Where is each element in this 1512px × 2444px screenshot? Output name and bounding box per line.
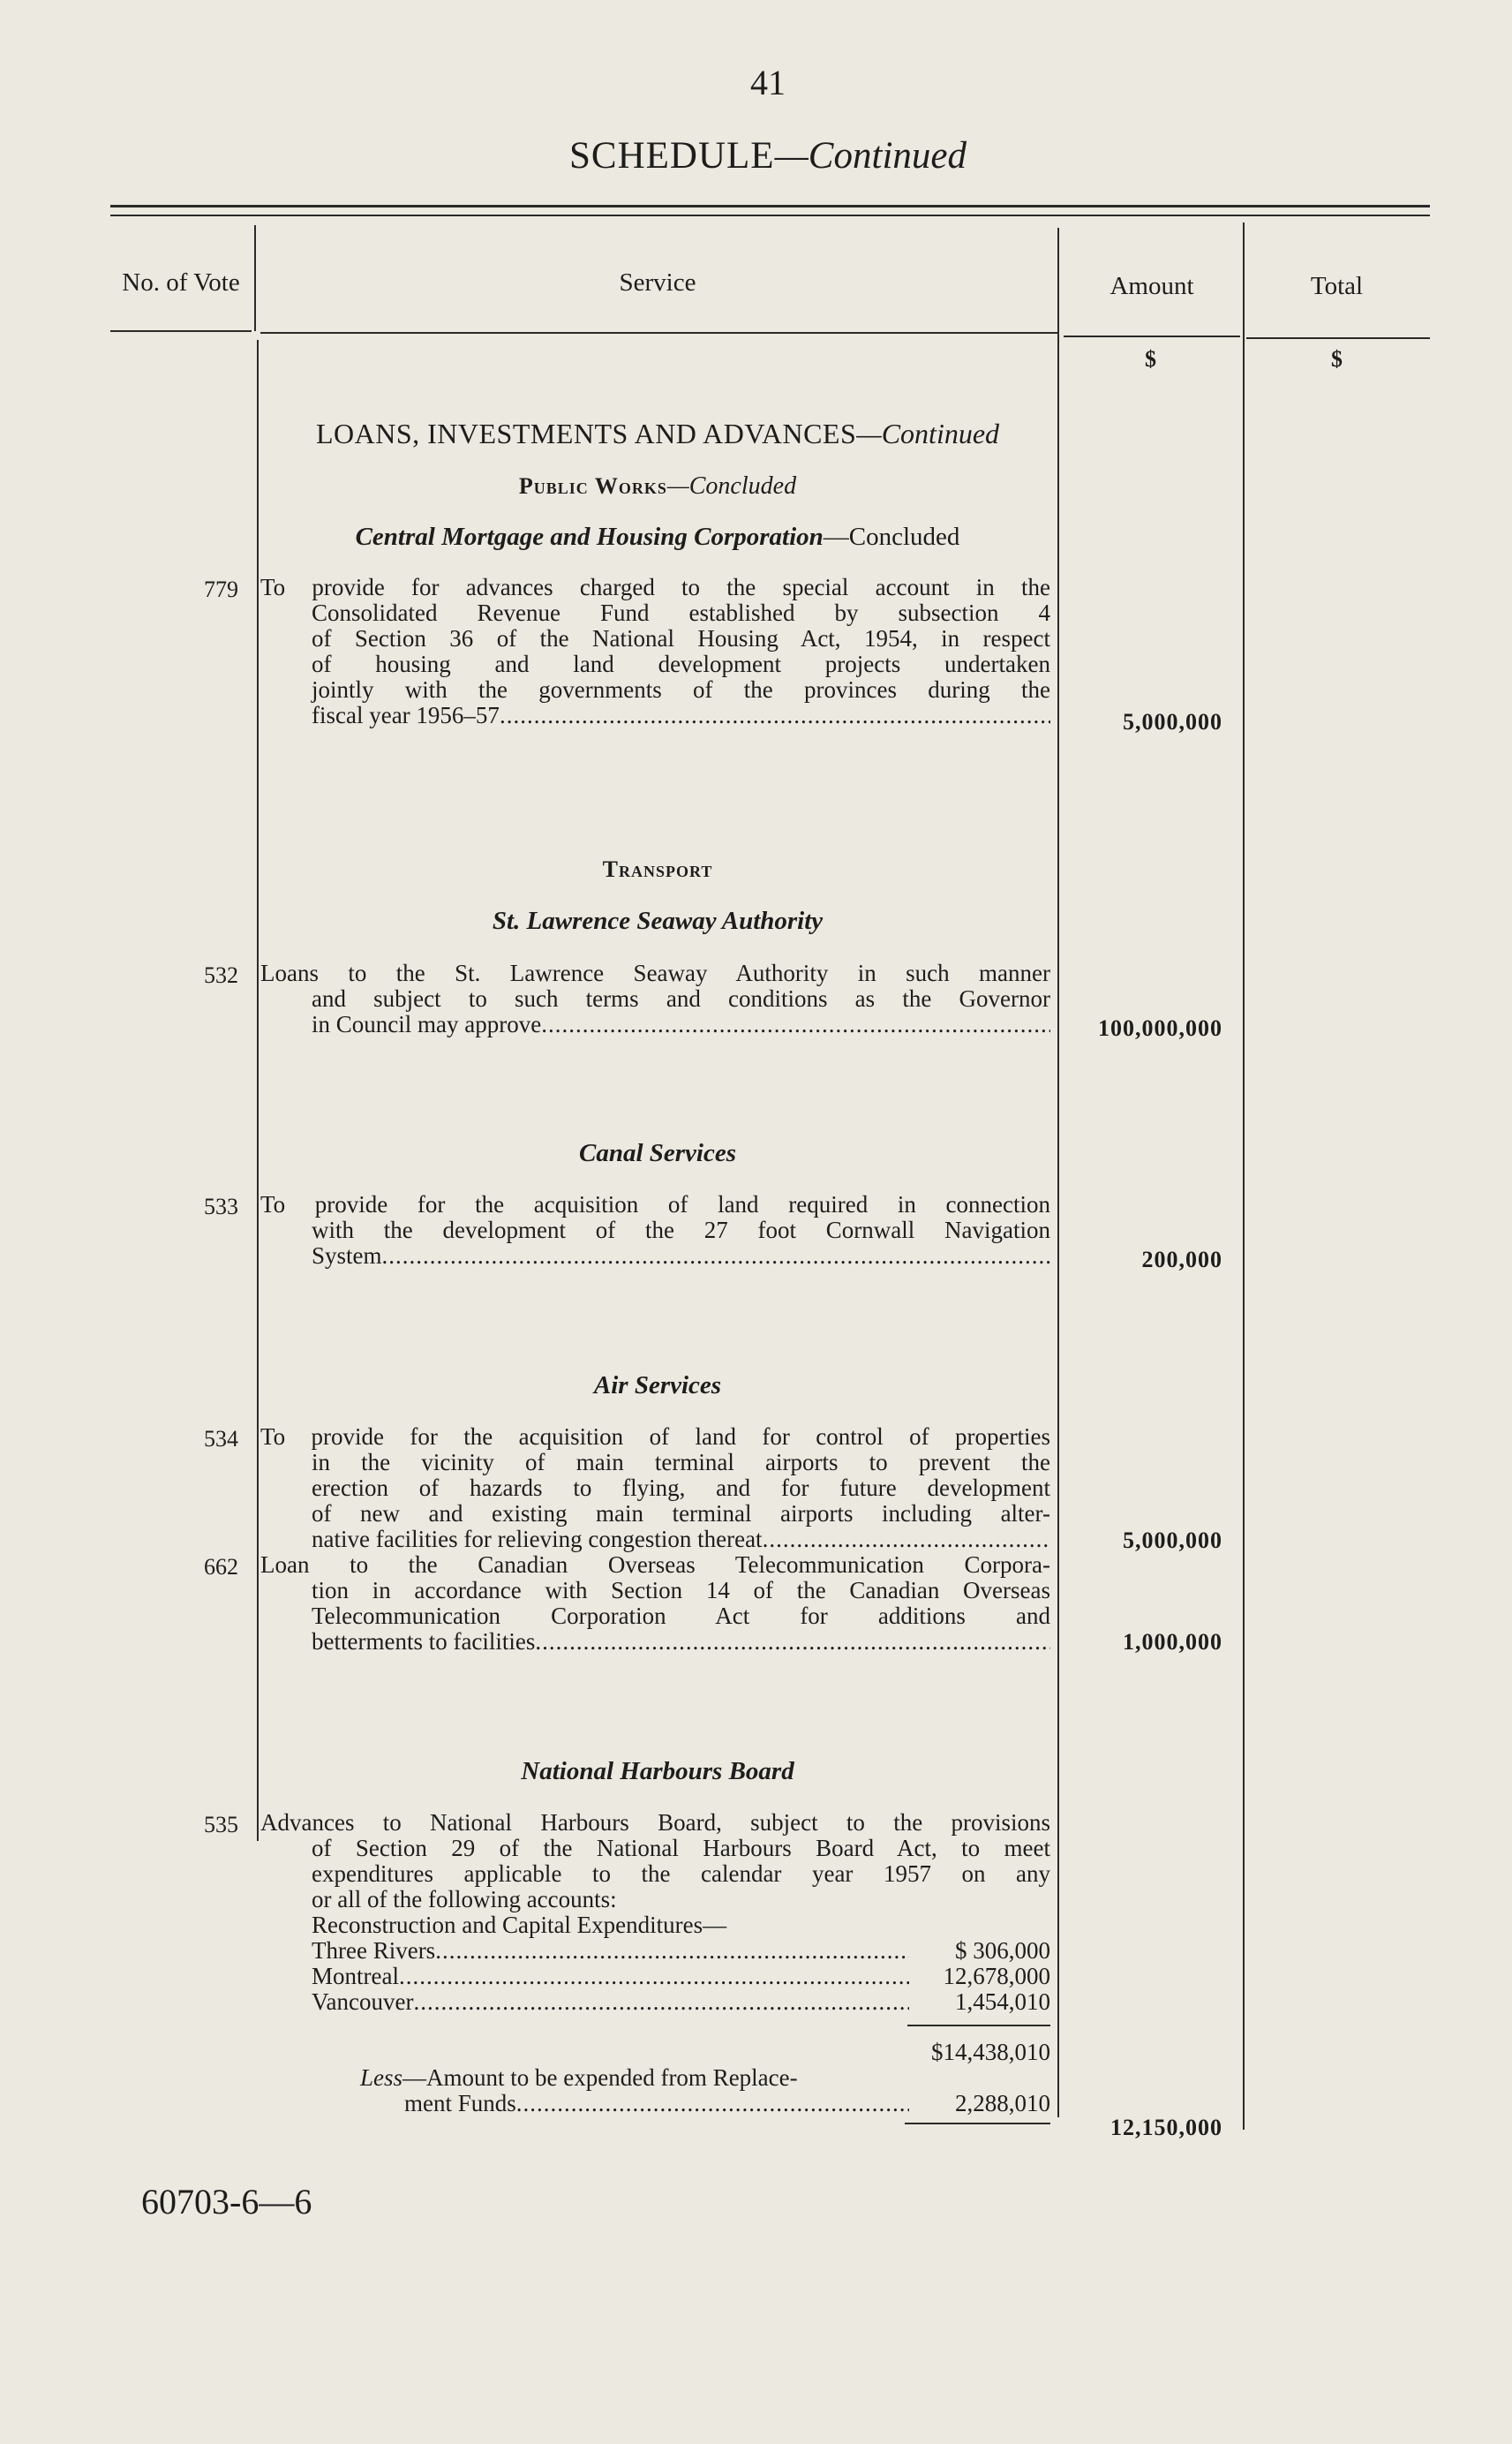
vote-text-line: Reconstruction and Capital Expenditures— (312, 1912, 727, 1938)
vote-text-line: betterments to facilities ..... (312, 1629, 1050, 1655)
vote-text-line: of housing and land development projects undertaken (312, 651, 1050, 677)
vote-text-line: and subject to such terms and conditions as the Governor (312, 985, 1050, 1012)
vote-number: 535 (204, 1812, 238, 1837)
top-rule-thin (110, 215, 1430, 216)
leader-dots (763, 1527, 1050, 1552)
header-rule-amount (1064, 336, 1240, 337)
vote-number: 532 (204, 962, 238, 988)
column-rule-vote (254, 225, 256, 331)
net-rule (905, 2123, 1050, 2124)
leader-dots (413, 1989, 909, 2015)
vote-text-line: tion in accordance with Section 14 of the Canadian Overseas (312, 1577, 1050, 1603)
less-line: ment Funds ..... 2,288,010 (404, 2091, 1050, 2116)
leader-dots (399, 1964, 909, 1989)
less-line: Less—Amount to be expended from Replace- (360, 2064, 798, 2091)
leader-dots (382, 1243, 1050, 1269)
vote-text-line: Loans to the St. Lawrence Seaway Authority in such manner (260, 960, 1050, 986)
vote-amount: 100,000,000 (1098, 1015, 1222, 1041)
amount-currency: $ (1145, 346, 1156, 372)
agency-air: Air Services (593, 1371, 722, 1399)
header-rule-vote (110, 330, 252, 332)
vote-text-line: Advances to National Harbours Board, subject to the provisions (260, 1809, 1050, 1836)
vote-amount: 5,000,000 (1123, 709, 1222, 735)
top-rule-thick (110, 205, 1430, 207)
vote-text-line: jointly with the governments of the provinces during the (312, 676, 1050, 703)
column-header-service: Service (619, 268, 696, 297)
agency-harbours: National Harbours Board (521, 1757, 794, 1785)
column-rule-vote-body (257, 340, 259, 1841)
agency-cmhc: Central Mortgage and Housing Corporation—Concluded (355, 523, 960, 551)
vote-text-line: or all of the following accounts: (312, 1886, 617, 1912)
vote-text-line: erection of hazards to flying, and for future development (312, 1475, 1050, 1501)
vote-text-line: Loan to the Canadian Overseas Telecommunication Corpora- (260, 1551, 1050, 1578)
vote-text-line: Telecommunication Corporation Act for additions and (312, 1603, 1050, 1629)
vote-text-line: with the development of the 27 foot Cornwall Navigation (312, 1217, 1050, 1243)
vote-text-line: of Section 29 of the National Harbours Board Act, to meet (312, 1835, 1050, 1861)
vote-amount: 1,000,000 (1123, 1629, 1222, 1655)
vote-text-line: fiscal year 1956–57 ..... (312, 703, 1050, 728)
subsection-public-works: Public Works—Concluded (518, 472, 797, 500)
vote-text-line: of Section 36 of the National Housing Act, 1954, in respect (312, 625, 1050, 652)
leader-dots (535, 1629, 1050, 1655)
total-currency: $ (1331, 346, 1343, 372)
vote-text-line: To provide for the acquisition of land required in connection (260, 1191, 1050, 1218)
title-suffix: —Continued (774, 135, 967, 177)
page-number: 41 (750, 63, 786, 102)
leader-dots (435, 1938, 909, 1964)
agency-seaway: St. Lawrence Seaway Authority (492, 907, 824, 935)
vote-number: 662 (204, 1554, 238, 1580)
vote-text-line: Consolidated Revenue Fund established by subsection 4 (312, 600, 1050, 626)
vote-number: 534 (204, 1426, 238, 1452)
leader-dots (500, 703, 1050, 728)
footer-print-code: 60703-6—6 (141, 2182, 312, 2221)
account-item: Montreal ..... 12,678,000 (312, 1964, 1050, 1989)
vote-text-line: of new and existing main terminal airports including alter- (312, 1500, 1050, 1527)
column-header-total: Total (1310, 272, 1364, 300)
leader-dots (541, 1012, 1050, 1037)
vote-number: 779 (204, 577, 238, 602)
column-header-vote: No. of Vote (122, 268, 240, 297)
title-main: SCHEDULE (569, 135, 775, 177)
column-header-amount: Amount (1110, 272, 1194, 300)
vote-amount: 12,150,000 (1110, 2115, 1222, 2140)
agency-canal: Canal Services (578, 1139, 737, 1167)
page-title (0, 134, 1512, 177)
vote-text-line: To provide for advances charged to the special account in the (260, 574, 1050, 600)
vote-amount: 5,000,000 (1123, 1528, 1222, 1553)
vote-amount: 200,000 (1141, 1247, 1222, 1272)
subtotal-value: $14,438,010 (931, 2039, 1050, 2065)
column-rule-service (1057, 228, 1059, 2117)
vote-text-line: native facilities for relieving congestion thereat ..... (312, 1527, 1050, 1552)
header-rule-service (260, 332, 1057, 334)
vote-text-line: in the vicinity of main terminal airports to prevent the (312, 1449, 1050, 1475)
account-item: Vancouver ..... 1,454,010 (312, 1989, 1050, 2015)
vote-text-line: System ..... (312, 1243, 1050, 1269)
section-heading: LOANS, INVESTMENTS AND ADVANCES—Continued (315, 418, 1000, 449)
leader-dots (516, 2091, 909, 2116)
vote-number: 533 (204, 1194, 238, 1219)
subtotal-rule (907, 2025, 1050, 2026)
vote-text-line: in Council may approve ..... (312, 1012, 1050, 1037)
column-rule-amount (1243, 223, 1245, 2130)
vote-text-line: To provide for the acquisition of land for control of properties (260, 1423, 1050, 1450)
vote-text-line: expenditures applicable to the calendar year 1957 on any (312, 1860, 1050, 1887)
header-rule-total (1246, 337, 1430, 339)
subsection-transport: Transport (602, 856, 713, 882)
account-item: Three Rivers ..... $ 306,000 (312, 1938, 1050, 1964)
